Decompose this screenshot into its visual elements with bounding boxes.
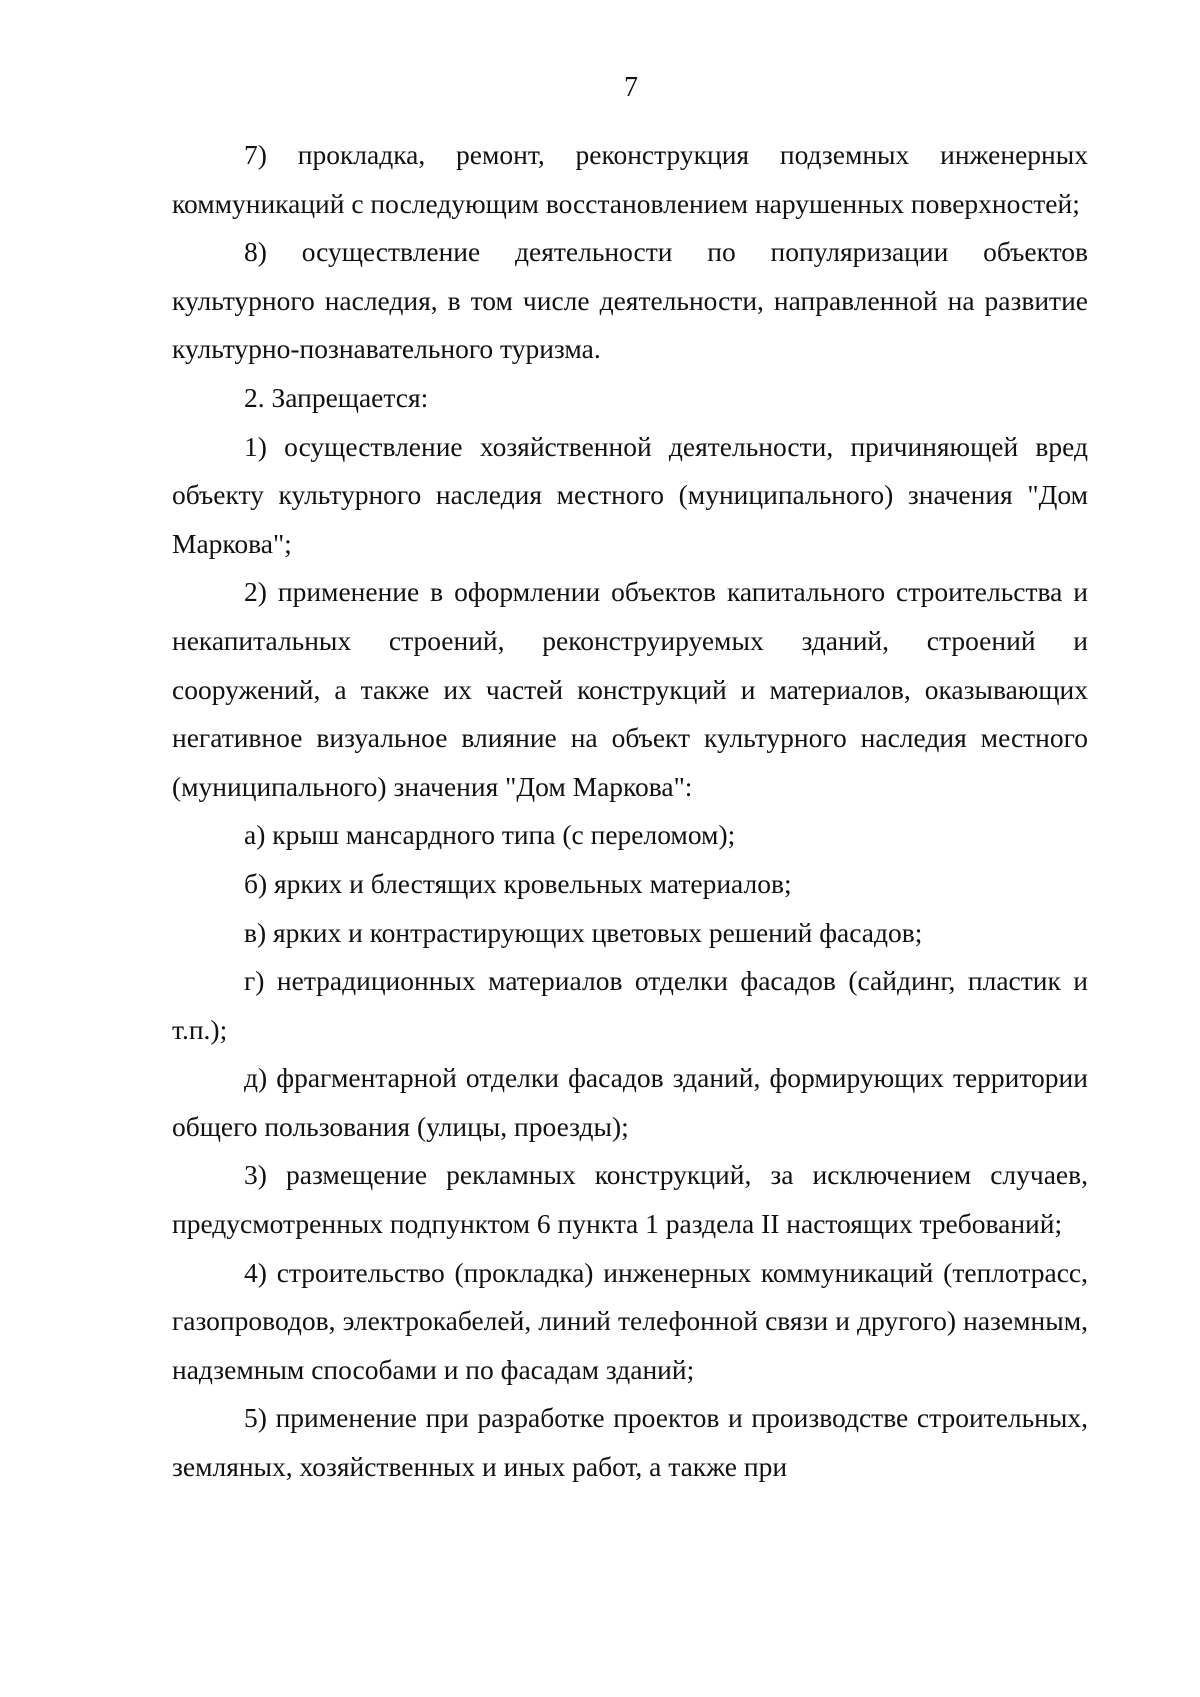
- paragraph-subitem-v: в) ярких и контрастирующих цветовых решений фасадов;: [244, 916, 923, 948]
- paragraph-item-7: 7) прокладка, ремонт, реконструкция подземных инженерных коммуникаций с последующим восстановлением нарушенных поверхностей;: [172, 139, 1088, 219]
- paragraph-subitem-d: д) фрагментарной отделки фасадов зданий, формирующих территории общего пользования (улицы, проезды);: [172, 1062, 1088, 1142]
- paragraph-prohibition-3: 3) размещение рекламных конструкций, за исключением случаев, предусмотренных подпунктом 6 пункта 1 раздела II настоящих требований;: [172, 1159, 1088, 1240]
- paragraph-prohibition-1: 1) осуществление хозяйственной деятельности, причиняющей вред объекту культурного наследия местного (муниципального) значения "Дом Маркова";: [172, 430, 1088, 559]
- paragraph-prohibition-2: 2) применение в оформлении объектов капитального строительства и некапитальных строений, реконструируемых зданий, строений и сооружений, а также их частей конструкций и материалов, оказывающих негативное визуальное влияние на объект культурного наследия местного (муниципального) значения "Дом Маркова":: [172, 576, 1088, 802]
- paragraph-subitem-b: б) ярких и блестящих кровельных материалов;: [244, 867, 792, 899]
- page-number: 7: [624, 72, 638, 103]
- paragraph-section-2-heading: 2. Запрещается:: [244, 381, 429, 413]
- paragraph-prohibition-4: 4) строительство (прокладка) инженерных коммуникаций (теплотрасс, газопроводов, электрокабелей, линий телефонной связи и другого) наземным, надземным способами и по фасадам зданий;: [172, 1256, 1088, 1385]
- paragraph-item-8: 8) осуществление деятельности по популяризации объектов культурного наследия, в том числе деятельности, направленной на развитие культурно-познавательного туризма.: [172, 236, 1088, 365]
- document-body: [172, 131, 1088, 1492]
- paragraph-prohibition-5: 5) применение при разработке проектов и производстве строительных, земляных, хозяйственных и иных работ, а также при: [172, 1402, 1088, 1483]
- paragraph-subitem-g: г) нетрадиционных материалов отделки фасадов (сайдинг, пластик и т.п.);: [172, 965, 1088, 1045]
- paragraph-subitem-a: а) крыш мансардного типа (с переломом);: [244, 819, 736, 851]
